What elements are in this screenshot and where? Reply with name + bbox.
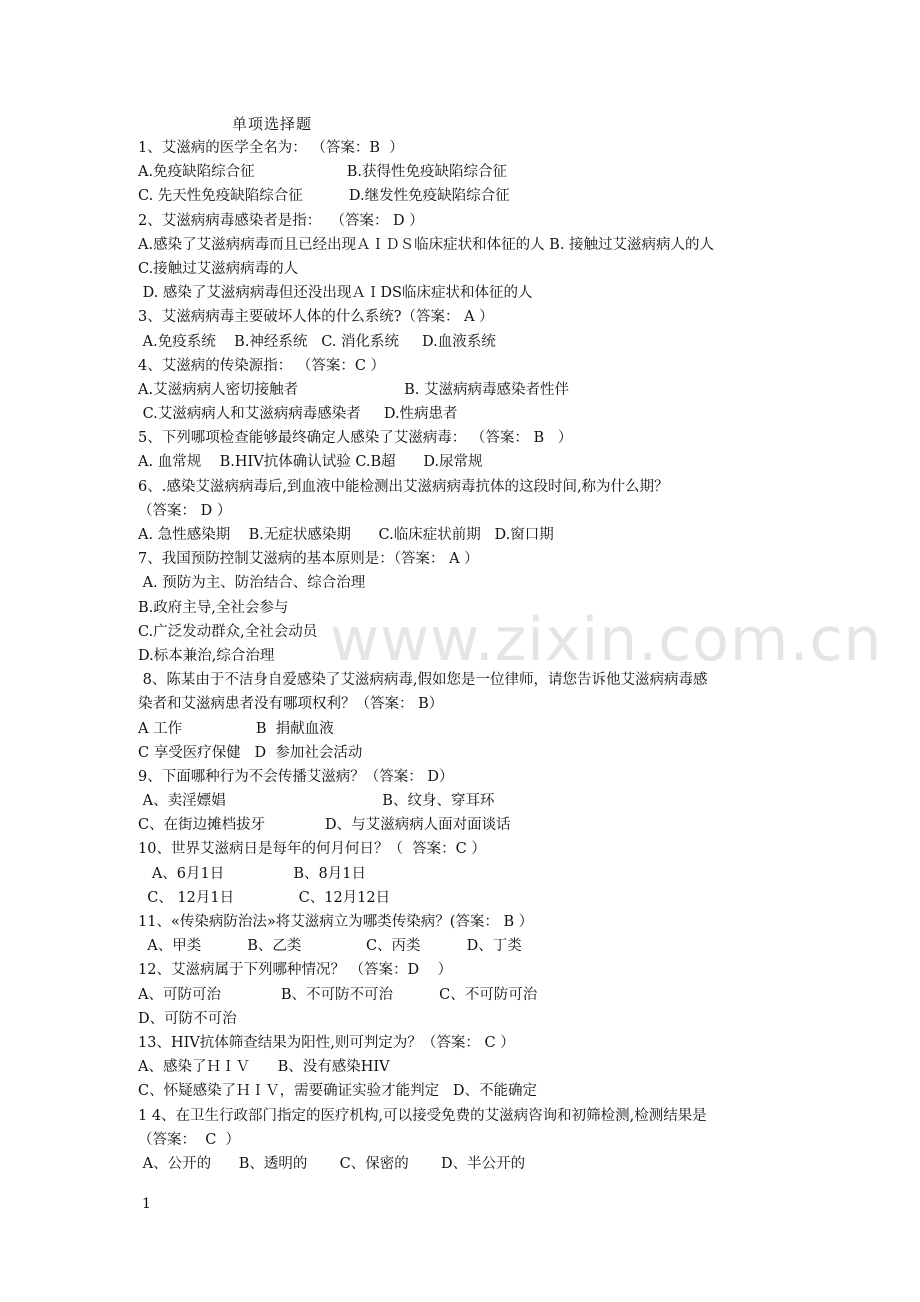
text-line: C.接触过艾滋病病毒的人 <box>138 260 299 277</box>
text-line: A、感染了ＨＩＶ B、没有感染HIV <box>138 1059 390 1076</box>
text-line: B.政府主导,全社会参与 <box>138 599 289 616</box>
text-line: 9、下面哪种行为不会传播艾滋病？（答案： D） <box>138 768 454 785</box>
text-line: A、可防可治 B、不可防不可治 C、不可防可治 <box>138 986 538 1003</box>
watermark: www.zixin.com.cn <box>330 605 883 675</box>
text-line: 8、陈某由于不洁身自爱感染了艾滋病病毒,假如您是一位律师，请您告诉他艾滋病病毒感 <box>138 672 708 689</box>
text-line: 11、«传染病防治法»将艾滋病立为哪类传染病？(答案： B ） <box>138 914 534 930</box>
text-line: A. 血常规 B.HIV抗体确认试验 C.B超 D.尿常规 <box>138 454 483 471</box>
text-line: 1 4、在卫生行政部门指定的医疗机构,可以接受免费的艾滋病咨询和初筛检测,检测结果是 <box>138 1107 707 1124</box>
text-line: A.免疫系统 B.神经系统 C. 消化系统 D.血液系统 <box>138 333 496 350</box>
text-line: 2、艾滋病病毒感染者是指： （答案： D ） <box>138 212 424 229</box>
text-line: 7、我国预防控制艾滋病的基本原则是：（答案： A ） <box>138 551 479 568</box>
text-line: 染者和艾滋病患者没有哪项权利？（答案： B） <box>138 696 444 713</box>
text-line: 10、世界艾滋病日是每年的何月何日？（ 答案：C ） <box>138 841 486 858</box>
page-number: 1 <box>142 1196 151 1212</box>
text-line: A.免疫缺陷综合征 B.获得性免疫缺陷综合征 <box>138 164 508 181</box>
text-line: （答案： D ） <box>138 502 232 519</box>
text-line: 4、艾滋病的传染源指： （答案：C ） <box>138 357 386 374</box>
text-line: A、公开的 B、透明的 C、保密的 D、半公开的 <box>138 1155 526 1172</box>
text-line: A、6月1日 B、8月1日 <box>138 865 366 882</box>
text-line: 1、艾滋病的医学全名为： （答案：B ） <box>138 140 404 156</box>
text-line: A.艾滋病病人密切接触者 B. 艾滋病病毒感染者性伴 <box>138 381 569 398</box>
text-line: A、卖淫嫖娼 B、纹身、穿耳环 <box>138 793 495 810</box>
text-line: D.标本兼治,综合治理 <box>138 647 275 664</box>
text-line: C、怀疑感染了ＨＩＶ，需要确证实验才能判定 D、不能确定 <box>138 1083 538 1100</box>
text-line: （答案： C ） <box>138 1131 241 1148</box>
text-line: 6、.感染艾滋病病毒后,到血液中能检测出艾滋病病毒抗体的这段时间,称为什么期？ <box>138 478 669 495</box>
text-line: A 工作 B 捐献血液 <box>138 720 334 737</box>
text-line: A. 急性感染期 B.无症状感染期 C.临床症状前期 D.窗口期 <box>138 527 554 543</box>
text-line: C 享受医疗保健 D 参加社会活动 <box>138 744 363 761</box>
text-line: C.艾滋病病人和艾滋病病毒感染者 D.性病患者 <box>138 406 458 423</box>
text-line: D、可防不可治 <box>138 1010 237 1027</box>
text-line: A. 预防为主、防治结合、综合治理 <box>138 575 366 592</box>
text-line: 12、艾滋病属于下列哪种情况？ （答案：D ） <box>138 962 453 979</box>
text-line: C. 先天性免疫缺陷综合征 D.继发性免疫缺陷综合征 <box>138 188 510 205</box>
text-line: C、在街边摊档拔牙 D、与艾滋病病人面对面谈话 <box>138 817 511 834</box>
text-line: 3、艾滋病病毒主要破坏人体的什么系统?（答案： A ） <box>138 309 494 326</box>
text-line: 5、下列哪项检查能够最终确定人感染了艾滋病毒： （答案： B ） <box>138 430 573 447</box>
text-line: A.感染了艾滋病病毒而且已经出现ＡＩＤＳ临床症状和体征的人 B. 接触过艾滋病病人的人 <box>138 236 715 253</box>
text-line: 13、HIV抗体筛查结果为阳性,则可判定为？（答案： C ） <box>138 1034 515 1051</box>
text-line: C、 12月1日 C、12月12日 <box>138 889 391 906</box>
section-title: 单项选择题 <box>232 115 313 133</box>
text-line: C.广泛发动群众,全社会动员 <box>138 623 318 640</box>
text-line: D. 感染了艾滋病病毒但还没出现ＡＩDS临床症状和体征的人 <box>138 285 533 302</box>
text-line: A、甲类 B、乙类 C、丙类 D、丁类 <box>138 938 522 955</box>
